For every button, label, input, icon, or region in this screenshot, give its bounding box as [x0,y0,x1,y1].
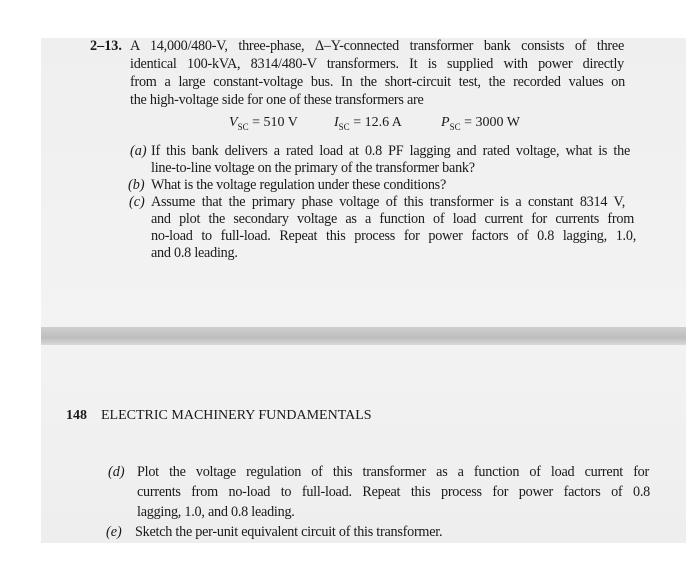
equation-vsc: $V_{SC} = 510$ V [229,115,298,132]
part-c-label: (c) [129,194,145,210]
part-c-line: Assume that the primary phase voltage of this transformer is a constant 8314 V, [151,194,625,210]
page-divider [41,327,686,345]
problem-line: A 14,000/480-V, three-phase, Δ–Y-connected transformer bank consists of three [130,38,624,54]
part-b-label: (b) [128,177,145,193]
part-a-label: (a) [130,143,147,159]
part-d-label: (d) [108,464,125,480]
book-title: ELECTRIC MACHINERY FUNDAMENTALS [101,408,372,423]
part-e-label: (e) [106,524,122,540]
problem-line: from a large constant-voltage bus. In the short-circuit test, the recorded values on [130,74,625,90]
part-b-line: What is the voltage regulation under these conditions? [151,177,446,193]
part-a-line: line-to-line voltage on the primary of the transformer bank? [151,160,475,176]
part-d-line: currents from no-load to full-load. Repeat this process for power factors of 0.8 [137,484,650,500]
problem-number: 2–13. [90,38,122,54]
part-a-line: If this bank delivers a rated load at 0.8 PF lagging and rated voltage, what is the [151,143,630,159]
equation-isc: $I_{SC} = 12.6$ A [334,115,402,132]
part-c-line: and 0.8 leading. [151,245,238,261]
part-e-line: Sketch the per-unit equivalent circuit of this transformer. [135,524,443,540]
part-c-line: and plot the secondary voltage as a function of load current for currents from [151,211,634,227]
page-number: 148 [66,408,87,423]
problem-line: the high-voltage side for one of these transformers are [130,92,424,108]
page-header [66,408,372,424]
equation-psc: $P_{SC} = 3000$ W [441,115,520,132]
part-c-line: no-load to full-load. Repeat this process for power factors of 0.8 lagging, 1.0, [151,228,636,244]
problem-line: identical 100-kVA, 8314/480-V transformers. It is supplied with power directly [130,56,624,72]
part-d-line: Plot the voltage regulation of this transformer as a function of load current for [137,464,649,480]
part-d-line: lagging, 1.0, and 0.8 leading. [137,504,295,520]
